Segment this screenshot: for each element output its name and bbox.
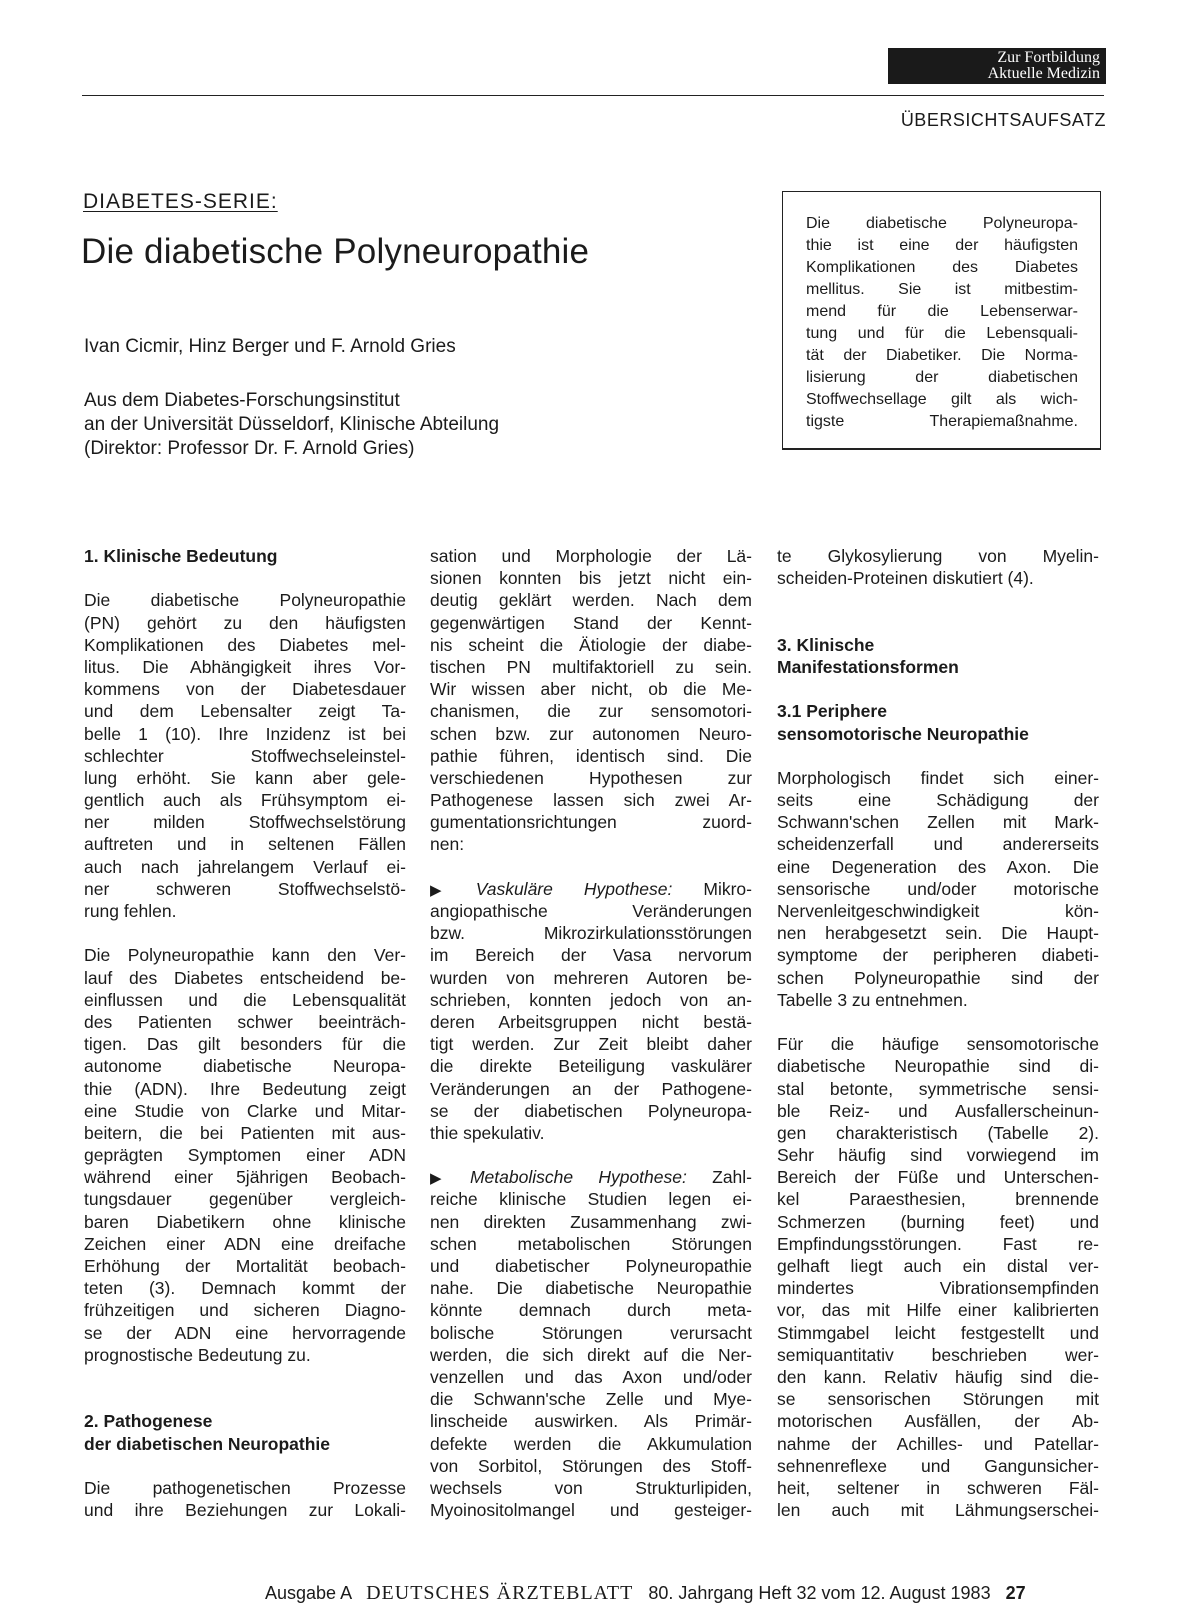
text-line: beitern, die bei Patienten mit aus- bbox=[84, 1122, 406, 1143]
text-line: thie spekulativ. bbox=[430, 1122, 545, 1143]
text-line: nen direkten Zusammenhang zwi- bbox=[430, 1211, 752, 1232]
text-line: schrieben, konnten jedoch von an- bbox=[430, 989, 752, 1010]
text-line: die direkte Beteiligung vaskulärer bbox=[430, 1056, 752, 1077]
affiliation-line: an der Universität Düsseldorf, Klinische Abteilung bbox=[84, 414, 500, 435]
text-line: nahe. Die diabetische Neuropathie bbox=[430, 1278, 752, 1299]
text-line: Morphologisch findet sich einer- bbox=[777, 767, 1099, 788]
abstract-line: Komplikationen des Diabetes bbox=[806, 259, 1078, 276]
abstract-line: tigste Therapiemaßnahme. bbox=[806, 413, 1078, 430]
text-line: motorischen Ausfällen, der Ab- bbox=[777, 1411, 1099, 1432]
text-line: deutig geklärt werden. Nach dem bbox=[430, 590, 752, 611]
text-line: mindertes Vibrationsempfinden bbox=[777, 1278, 1099, 1299]
text-line: wechsels von Strukturlipiden, bbox=[430, 1477, 752, 1498]
text-line: gelhaft liegt auch ein distal ver- bbox=[777, 1256, 1099, 1276]
text-line: auftreten und in seltenen Fällen bbox=[84, 834, 406, 855]
text-line bbox=[430, 878, 752, 900]
abstract-line: thie ist eine der häufigsten bbox=[806, 237, 1078, 254]
text-line: kommens von der Diabetesdauer bbox=[84, 679, 406, 700]
abstract-box bbox=[782, 191, 1101, 450]
paragraph-gap bbox=[777, 612, 1099, 634]
text-line: stal betonte, symmetrische sensi- bbox=[777, 1078, 1099, 1099]
text-line: kel Paraesthesien, brennende bbox=[777, 1189, 1099, 1210]
text-line: diabetische Neuropathie sind di- bbox=[777, 1056, 1099, 1077]
text-line: schen bzw. zur autonomen Neuro- bbox=[430, 723, 752, 744]
text-line: könnte demnach durch meta- bbox=[430, 1300, 752, 1321]
text-line: Wir wissen aber nicht, ob die Me- bbox=[430, 679, 752, 700]
series-label: DIABETES-SERIE: bbox=[83, 190, 278, 213]
text-line: pathie führen, identisch sind. Die bbox=[430, 745, 752, 766]
text-line: wurden von mehreren Autoren be- bbox=[430, 967, 752, 988]
hypothesis-label: Metabolische Hypothese: bbox=[469, 1167, 687, 1188]
text-line: gegenwärtigen Stand der Kennt- bbox=[430, 612, 752, 633]
bullet-triangle-icon: ▶ bbox=[430, 881, 468, 899]
page-number: 27 bbox=[1005, 1583, 1026, 1603]
text-line: schlechter Stoffwechseleinstel- bbox=[84, 745, 406, 766]
text-line: ner milden Stoffwechselstörung bbox=[84, 812, 406, 833]
paragraph-gap bbox=[84, 1366, 406, 1388]
paragraph-gap bbox=[84, 1388, 406, 1410]
text-line: ner schweren Stoffwechselstö- bbox=[84, 878, 406, 899]
text-line: und diabetischer Polyneuropathie bbox=[430, 1256, 752, 1276]
text-line: thie (ADN). Ihre Bedeutung zeigt bbox=[84, 1078, 406, 1099]
text-line: Bereich der Füße und Unterschen- bbox=[777, 1167, 1099, 1188]
text-line: Schwann'schen Zellen mit Mark- bbox=[777, 812, 1099, 833]
column-3 bbox=[777, 545, 1099, 1521]
section-heading: 3.1 Periphere bbox=[777, 701, 887, 722]
text-line: se der diabetischen Polyneuropa- bbox=[430, 1100, 752, 1121]
text-line: tischen PN multifaktoriell zu sein. bbox=[430, 656, 752, 677]
text-line: einflussen und die Lebensqualität bbox=[84, 989, 406, 1010]
text-line: lung erhöht. Sie kann aber gele- bbox=[84, 767, 406, 788]
text-line: semiquantitativ beschrieben wer- bbox=[777, 1344, 1099, 1365]
text-line: und ihre Beziehungen zur Lokali- bbox=[84, 1500, 406, 1521]
text-line: Erhöhung der Mortalität beobach- bbox=[84, 1256, 406, 1276]
footer-edition: Ausgabe A bbox=[265, 1583, 352, 1603]
text-line: bolische Störungen verursacht bbox=[430, 1322, 752, 1343]
text-line: Myoinositolmangel und gesteiger- bbox=[430, 1500, 752, 1521]
page-footer bbox=[265, 1582, 1026, 1605]
column-2 bbox=[430, 545, 752, 1521]
text-run: Zahl- bbox=[686, 1167, 752, 1188]
abstract-line: tät der Diabetiker. Die Norma- bbox=[806, 347, 1078, 364]
text-line: Nervenleitgeschwindigkeit kön- bbox=[777, 901, 1099, 921]
text-line: werden, die sich direkt auf die Ner- bbox=[430, 1344, 752, 1365]
abstract-line: Stoffwechsellage gilt als wich- bbox=[806, 391, 1078, 408]
text-line: seits eine Schädigung der bbox=[777, 790, 1099, 811]
paragraph-gap bbox=[84, 922, 406, 944]
text-line: Veränderungen an der Pathogene- bbox=[430, 1078, 752, 1099]
abstract-line: lisierung der diabetischen bbox=[806, 369, 1078, 386]
paragraph-gap bbox=[430, 856, 752, 878]
text-line: sensorische und/oder motorische bbox=[777, 878, 1099, 899]
text-line: vor, das mit Hilfe einer kalibrierten bbox=[777, 1300, 1099, 1321]
text-line: scheidenzerfall und andererseits bbox=[777, 834, 1099, 855]
affiliation bbox=[84, 389, 499, 461]
text-line: tungsdauer gegenüber vergleich- bbox=[84, 1189, 406, 1210]
text-line: Stimmgabel leicht festgestellt und bbox=[777, 1322, 1099, 1343]
paragraph-gap bbox=[777, 589, 1099, 611]
text-line: autonome diabetische Neuropa- bbox=[84, 1056, 406, 1077]
section-heading: 2. Pathogenese bbox=[84, 1411, 213, 1432]
text-line: venzellen und das Axon und/oder bbox=[430, 1366, 752, 1387]
paragraph-gap bbox=[430, 1144, 752, 1166]
text-line: chanismen, die zur sensomotori- bbox=[430, 701, 752, 722]
text-line bbox=[430, 1166, 752, 1188]
text-line: (PN) gehört zu den häufigsten bbox=[84, 612, 406, 633]
text-line: gen charakteristisch (Tabelle 2). bbox=[777, 1122, 1099, 1143]
section-tag-line-2: Aktuelle Medizin bbox=[987, 65, 1100, 82]
text-line: se sensorischen Störungen mit bbox=[777, 1389, 1099, 1410]
text-line: litus. Die Abhängigkeit ihres Vor- bbox=[84, 656, 406, 677]
section-tag bbox=[888, 48, 1106, 84]
text-line: nis scheint die Ätiologie der diabe- bbox=[430, 634, 752, 655]
abstract-line: Die diabetische Polyneuropa- bbox=[806, 215, 1078, 232]
text-line: nen herabgesetzt sein. Die Haupt- bbox=[777, 923, 1099, 944]
text-line: eine Studie von Clarke und Mitar- bbox=[84, 1100, 406, 1121]
bullet-triangle-icon: ▶ bbox=[430, 1170, 462, 1188]
section-heading: der diabetischen Neuropathie bbox=[84, 1433, 331, 1454]
text-line: linscheide auswirken. Als Primär- bbox=[430, 1411, 752, 1432]
paragraph-gap bbox=[777, 745, 1099, 767]
text-line: Komplikationen des Diabetes mel- bbox=[84, 634, 406, 655]
text-line: des Patienten schwer beeinträch- bbox=[84, 1011, 406, 1032]
text-line: ble Reiz- und Ausfallerscheinun- bbox=[777, 1100, 1099, 1121]
text-line: lauf des Diabetes entscheidend be- bbox=[84, 967, 406, 988]
text-line: deren Arbeitsgruppen nicht bestä- bbox=[430, 1011, 752, 1032]
section-heading: 1. Klinische Bedeutung bbox=[84, 546, 278, 566]
text-line: gumentationsrichtungen zuord- bbox=[430, 812, 752, 833]
text-line: Empfindungsstörungen. Fast re- bbox=[777, 1233, 1099, 1254]
text-line: frühzeitigen und sicheren Diagno- bbox=[84, 1300, 406, 1321]
paragraph-gap bbox=[777, 1011, 1099, 1033]
text-line: schen Polyneuropathie sind der bbox=[777, 967, 1099, 988]
text-line: schen metabolischen Störungen bbox=[430, 1233, 752, 1254]
text-line: verschiedenen Hypothesen zur bbox=[430, 767, 752, 788]
text-line: und dem Lebensalter zeigt Ta- bbox=[84, 701, 406, 722]
paragraph-gap bbox=[84, 567, 406, 589]
abstract-line: tung und für die Lebensquali- bbox=[806, 325, 1078, 342]
text-line: Die pathogenetischen Prozesse bbox=[84, 1477, 406, 1498]
text-line: prognostische Bedeutung zu. bbox=[84, 1344, 311, 1365]
text-run: Mikro- bbox=[672, 878, 752, 899]
text-line: sionen konnten bis jetzt nicht ein- bbox=[430, 568, 752, 589]
text-line: den kann. Relativ häufig sind die- bbox=[777, 1366, 1099, 1387]
text-line: nahme der Achilles- und Patellar- bbox=[777, 1433, 1099, 1454]
header-rule bbox=[82, 95, 1104, 96]
text-line: len auch mit Lähmungserschei- bbox=[777, 1500, 1099, 1521]
hypothesis-label: Vaskuläre Hypothese: bbox=[475, 878, 673, 899]
section-heading: Manifestationsformen bbox=[777, 656, 959, 677]
column-1 bbox=[84, 545, 406, 1521]
footer-issue: 80. Jahrgang Heft 32 vom 12. August 1983 bbox=[648, 1583, 991, 1603]
article-title: Die diabetische Polyneuropathie bbox=[81, 232, 590, 271]
text-line: sehnenreflexe und Gangunsicher- bbox=[777, 1455, 1099, 1476]
text-line: Die diabetische Polyneuropathie bbox=[84, 590, 406, 611]
paragraph-gap bbox=[777, 678, 1099, 700]
text-line: von Sorbitol, Störungen des Stoff- bbox=[430, 1455, 752, 1476]
text-line: während einer 5jährigen Beobach- bbox=[84, 1167, 406, 1188]
text-line: nen: bbox=[430, 834, 465, 855]
footer-journal: DEUTSCHES ÄRZTEBLATT bbox=[366, 1582, 634, 1604]
abstract-line: mend für die Lebenserwar- bbox=[806, 303, 1078, 320]
abstract-line: mellitus. Sie ist mitbestim- bbox=[806, 281, 1078, 298]
text-line: Die Polyneuropathie kann den Ver- bbox=[84, 945, 406, 966]
text-line: teten (3). Demnach kommt der bbox=[84, 1278, 406, 1299]
text-line: belle 1 (10). Ihre Inzidenz ist bei bbox=[84, 723, 406, 744]
text-line: symptome der peripheren diabeti- bbox=[777, 945, 1099, 966]
text-line: heit, seltener in schweren Fäl- bbox=[777, 1477, 1099, 1498]
text-line: baren Diabetikern ohne klinische bbox=[84, 1211, 406, 1232]
text-line: Schmerzen (burning feet) und bbox=[777, 1211, 1099, 1232]
text-line: im Bereich der Vasa nervorum bbox=[430, 945, 752, 966]
text-line: rung fehlen. bbox=[84, 901, 177, 921]
text-line: tigen. Das gilt besonders für die bbox=[84, 1034, 406, 1055]
text-line: eine Degeneration des Axon. Die bbox=[777, 856, 1099, 877]
text-line: angiopathische Veränderungen bbox=[430, 901, 752, 921]
affiliation-line: Aus dem Diabetes-Forschungsinstitut bbox=[84, 390, 400, 411]
text-line: tigt werden. Zur Zeit bleibt daher bbox=[430, 1034, 752, 1055]
text-line: auch nach jahrelangem Verlauf ei- bbox=[84, 856, 406, 877]
text-line: geprägten Symptomen einer ADN bbox=[84, 1145, 406, 1166]
paragraph-gap bbox=[84, 1455, 406, 1477]
text-line: die Schwann'sche Zelle und Mye- bbox=[430, 1389, 752, 1410]
text-line: reiche klinische Studien legen ei- bbox=[430, 1189, 752, 1210]
text-line: Tabelle 3 zu entnehmen. bbox=[777, 989, 968, 1010]
section-heading: 3. Klinische bbox=[777, 634, 875, 655]
text-line: te Glykosylierung von Myelin- bbox=[777, 546, 1099, 566]
text-line: Für die häufige sensomotorische bbox=[777, 1034, 1099, 1055]
text-line: Pathogenese lassen sich zwei Ar- bbox=[430, 790, 752, 811]
article-authors: Ivan Cicmir, Hinz Berger und F. Arnold Gries bbox=[84, 336, 456, 357]
text-line: Sehr häufig sind vorwiegend im bbox=[777, 1145, 1099, 1166]
text-line: se der ADN eine hervorragende bbox=[84, 1322, 406, 1343]
text-line: gentlich auch als Frühsymptom ei- bbox=[84, 790, 406, 811]
article-type: ÜBERSICHTSAUFSATZ bbox=[900, 110, 1106, 130]
text-line: sation und Morphologie der Lä- bbox=[430, 546, 752, 566]
text-line: defekte werden die Akkumulation bbox=[430, 1433, 752, 1454]
text-line: Zeichen einer ADN eine dreifache bbox=[84, 1233, 406, 1254]
section-tag-line-1: Zur Fortbildung bbox=[997, 49, 1100, 66]
section-heading: sensomotorische Neuropathie bbox=[777, 723, 1029, 744]
text-line: bzw. Mikrozirkulationsstörungen bbox=[430, 923, 752, 944]
text-line: scheiden-Proteinen diskutiert (4). bbox=[777, 568, 1034, 589]
affiliation-line: (Direktor: Professor Dr. F. Arnold Gries) bbox=[84, 438, 415, 459]
